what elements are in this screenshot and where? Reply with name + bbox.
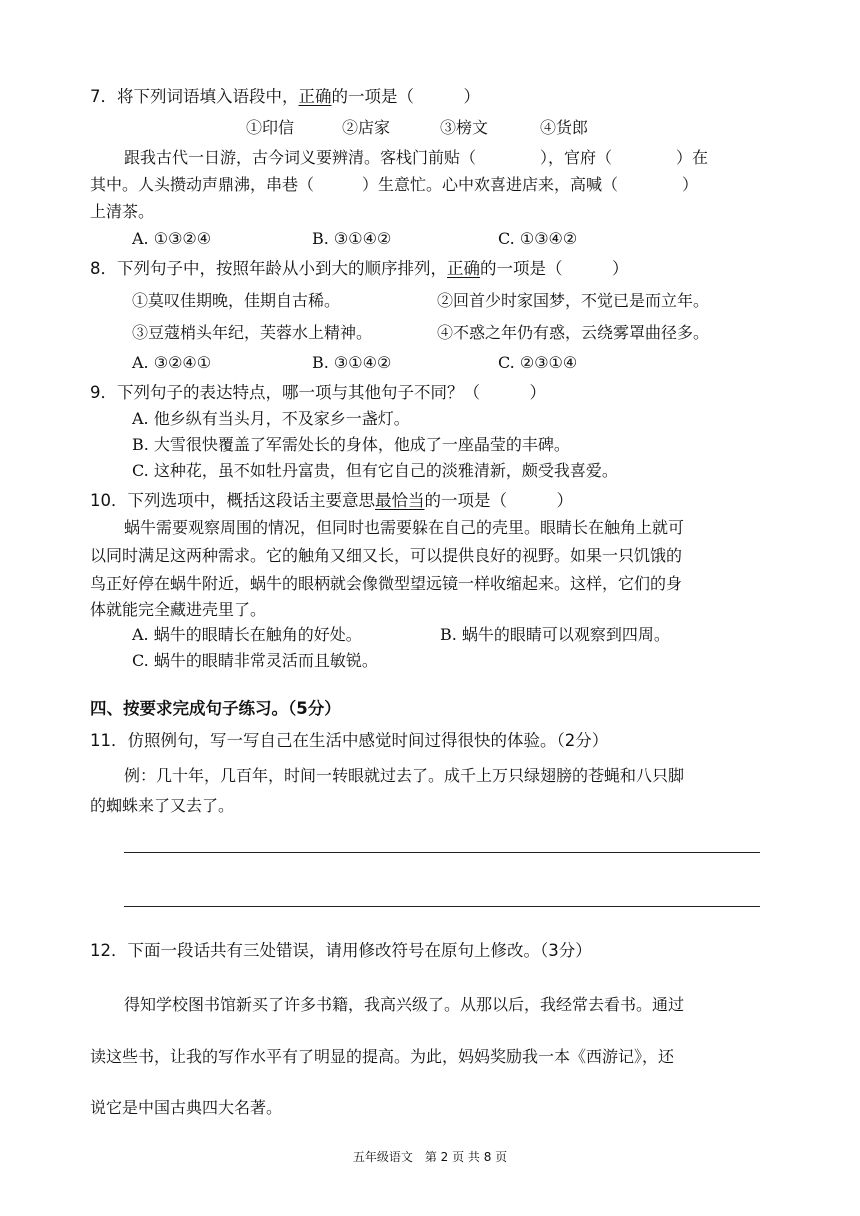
page-footer: 五年级语文 第 2 页 共 8 页: [352, 1150, 508, 1164]
q7-stem-post: 的一项是（ ）: [331, 87, 480, 106]
section-4-title: 四、按要求完成句子练习。（5分）: [90, 699, 341, 718]
q10-stem-pre: 10．下列选项中，概括这段话主要意思: [90, 491, 375, 510]
q8-sentence-1: ①莫叹佳期晚，佳期自古稀。: [132, 291, 341, 310]
q7-option-c: C. ①③④②: [498, 229, 578, 248]
q7-passage-line-1: 跟我古代一日游，古今词义要辨清。客栈门前贴（ ），官府（ ）在: [124, 148, 709, 167]
q9-option-c: C. 这种花，虽不如牡丹富贵，但有它自己的淡雅清新，颇受我喜爱。: [132, 461, 618, 480]
q10-stem-post: 的一项是（ ）: [424, 491, 573, 510]
q7-stem: [90, 86, 480, 108]
q10-option-c: C. 蜗牛的眼睛非常灵活而且敏锐。: [132, 651, 378, 670]
q7-word-4: ④货郎: [540, 118, 589, 137]
q12-passage-line-1: 得知学校图书馆新买了许多书籍，我高兴级了。从那以后，我经常去看书。通过: [124, 995, 685, 1014]
q9-stem: 9．下列句子的表达特点，哪一项与其他句子不同？（ ）: [90, 383, 546, 402]
q7-option-b: B. ③①④②: [312, 229, 392, 248]
q10-option-a: A. 蜗牛的眼睛长在触角的好处。: [132, 625, 362, 644]
answer-line-2[interactable]: [124, 906, 760, 907]
q7-stem-underlined: 正确: [298, 87, 332, 106]
q10-passage-line-3: 鸟正好停在蜗牛附近，蜗牛的眼柄就会像微型望远镜一样收缩起来。这样，它们的身: [90, 574, 683, 593]
q9-option-b: B. 大雪很快覆盖了军需处长的身体，他成了一座晶莹的丰碑。: [132, 435, 570, 454]
q10-stem-underlined: 最恰当: [375, 491, 425, 510]
q8-option-a: A. ③②④①: [132, 353, 212, 372]
q12-passage-line-2: 读这些书，让我的写作水平有了明显的提高。为此，妈妈奖励我一本《西游记》，还: [90, 1047, 675, 1066]
q7-word-1: ①印信: [246, 118, 295, 137]
q7-passage-line-2: 其中。人头攒动声鼎沸，串巷（ ）生意忙。心中欢喜进店来，高喊（ ）: [90, 175, 699, 194]
answer-line-1[interactable]: [124, 852, 760, 853]
q8-option-c: C. ②③①④: [498, 353, 578, 372]
q12-passage-line-3: 说它是中国古典四大名著。: [90, 1098, 283, 1117]
q12-stem: 12．下面一段话共有三处错误，请用修改符号在原句上修改。（3分）: [90, 941, 592, 960]
q7-stem-pre: 7．将下列词语填入语段中，: [90, 87, 299, 106]
q10-passage-line-1: 蜗牛需要观察周围的情况，但同时也需要躲在自己的壳里。眼睛长在触角上就可: [124, 518, 685, 537]
q10-stem: [90, 490, 573, 512]
q8-stem-pre: 8．下列句子中，按照年龄从小到大的顺序排列，: [90, 259, 447, 278]
q8-stem: [90, 258, 629, 280]
q10-option-b: B. 蜗牛的眼睛可以观察到四周。: [440, 625, 670, 644]
q7-word-2: ②店家: [342, 118, 391, 137]
q8-sentence-2: ②回首少时家国梦，不觉已是而立年。: [437, 291, 710, 310]
q9-option-a: A. 他乡纵有当头月，不及家乡一盏灯。: [132, 409, 410, 428]
q8-sentence-3: ③豆蔻梢头年纪，芙蓉水上精神。: [132, 323, 373, 342]
q11-example-line-1: 例：几十年，几百年，时间一转眼就过去了。成千上万只绿翅膀的苍蝇和八只脚: [124, 766, 685, 785]
q11-example-line-2: 的蜘蛛来了又去了。: [90, 796, 235, 815]
q7-word-3: ③榜文: [440, 118, 489, 137]
q10-passage-line-2: 以同时满足这两种需求。它的触角又细又长，可以提供良好的视野。如果一只饥饿的: [90, 546, 683, 565]
q8-option-b: B. ③①④②: [312, 353, 392, 372]
q8-stem-post: 的一项是（ ）: [480, 259, 629, 278]
q10-passage-line-4: 体就能完全藏进壳里了。: [90, 600, 267, 619]
q8-stem-underlined: 正确: [447, 259, 480, 278]
q7-option-a: A. ①③②④: [132, 229, 212, 248]
q11-stem: 11．仿照例句，写一写自己在生活中感觉时间过得很快的体验。（2分）: [90, 731, 609, 750]
q8-sentence-4: ④不惑之年仍有惑，云绕雾罩曲径多。: [437, 323, 710, 342]
q7-passage-line-3: 上清茶。: [90, 202, 155, 221]
